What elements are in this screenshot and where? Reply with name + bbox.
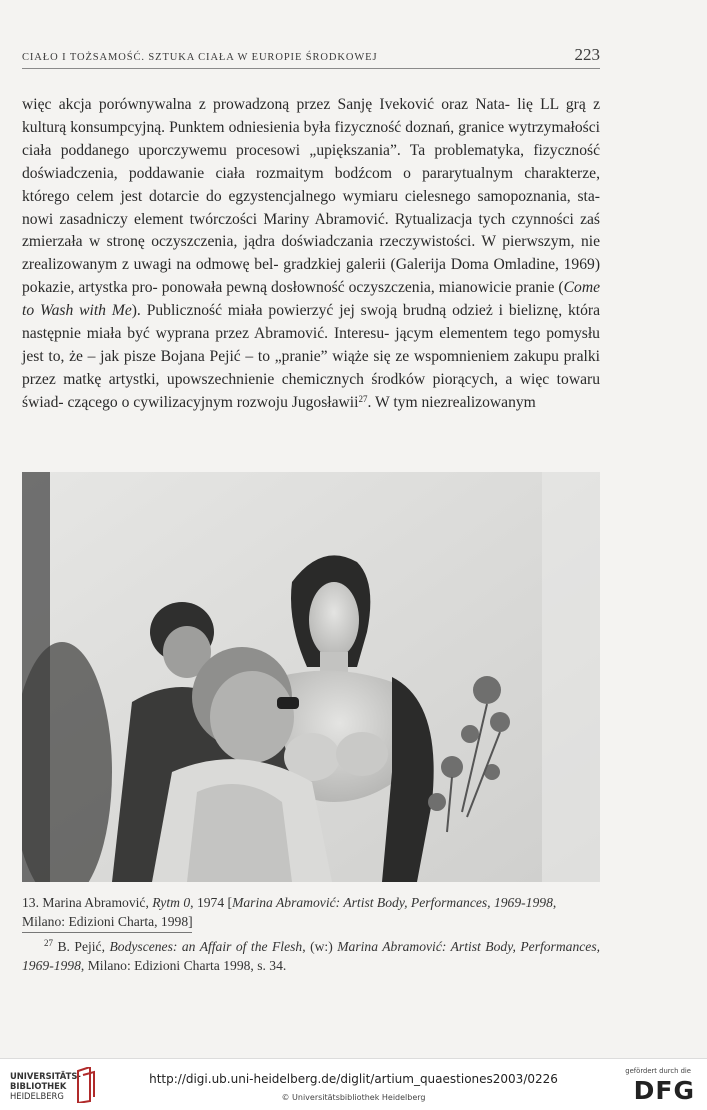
text-line: upowszechnienie chemicznych środków piorących, a więc towaru świad-	[22, 370, 600, 411]
footnote-rule	[22, 932, 192, 933]
text-line: ciała rozmaitym bodźcom o pararytualnym charakterze, którego celem	[22, 164, 600, 205]
library-line: UNIVERSITÄTS-	[10, 1071, 81, 1081]
caption-book: Marina Abramović: Artist Body, Performances, 1969-1998	[232, 895, 553, 910]
performance-photo	[22, 472, 600, 882]
footnote-book: Marina Abramović: Artist Body, Performances, 1969-1998	[22, 939, 601, 973]
running-title: CIAŁO I TOŻSAMOŚĆ. SZTUKA CIAŁA W EUROPIE ŚRODKOWEJ	[22, 52, 378, 63]
text-line: doznań, granice wytrzymałości ciała poddanego uporczywemu procesowi	[22, 118, 600, 159]
text-line: „pranie” wiąże się ze wspomnieniem zakupu pralki przez matkę artystki,	[22, 347, 601, 388]
library-line: BIBLIOTHEK	[10, 1081, 67, 1091]
digitization-footer	[0, 1058, 707, 1110]
text-line: jest dotarcie do egzystencjalnego wymiaru cielesnego samopoznania, sta-	[120, 187, 600, 205]
funding-note: gefördert durch die	[625, 1067, 691, 1075]
figure-caption	[22, 893, 600, 931]
footnote-number: 27	[44, 938, 53, 948]
text-line: jącym elementem tego pomysłu jest to, że – jak pisze Bojana Pejić – to	[22, 325, 600, 365]
work-title: Come to	[22, 279, 601, 320]
text-line: lię LL grą z kulturą konsumpcyjną. Punktem odniesienia była fizyczność	[22, 96, 600, 136]
text-line: nowi zasadniczy element twórczości Mariny Abramović. Rytualizacja	[22, 210, 473, 228]
text-line: tych czynności zaś zmierzała w stronę oczyszczenia, jądra doświadczania	[22, 210, 600, 251]
caption-work: Rytm 0	[152, 895, 191, 910]
text-line: „upiększania”. Ta problematyka, fizyczność doświadczenia, poddawanie	[22, 141, 601, 182]
text-line: rzeczywistości. W pierwszym, nie zrealizowanym z uwagi na odmowę bel-	[22, 233, 600, 274]
footnote-in: , (w:)	[302, 939, 338, 954]
text-line: ). Publiczność miała powierzyć jej swoją brudną odzież	[131, 302, 493, 320]
photo-illustration	[22, 472, 600, 882]
text-line: . W tym niezrealizowanym	[367, 393, 536, 411]
text-line: więc akcja porównywalna z prowadzoną przez Sanję Iveković oraz Nata-	[22, 96, 510, 113]
text-line: gradzkiej galerii (Galerija Doma Omladine, 1969) pokazie, artystka pro-	[22, 256, 601, 297]
caption-number: 13. Marina Abramović,	[22, 895, 153, 910]
footnote-author: B. Pejić,	[53, 939, 110, 954]
document-url[interactable]: http://digi.ub.uni-heidelberg.de/diglit/artium_quaestiones2003/0226	[149, 1072, 558, 1086]
text-line: i bieliznę, która następnie miała być wyprana przez Abramović. Interesu-	[22, 302, 600, 343]
page-number: 223	[574, 45, 600, 64]
dfg-logo: DFG	[633, 1076, 695, 1105]
footnote-ref: 27	[358, 393, 368, 404]
running-head	[22, 46, 600, 69]
caption-publisher: , Milano: Edizioni Charta, 1998]	[22, 895, 557, 929]
footnote	[22, 937, 600, 975]
text-line: czącego o cywilizacyjnym rozwoju Jugosławii	[67, 393, 359, 411]
copyright-notice: © Universitätsbibliothek Heidelberg	[281, 1093, 426, 1102]
library-line: HEIDELBERG	[10, 1091, 64, 1101]
caption-year: , 1974 [	[190, 895, 233, 910]
footnote-title: Bodyscenes: an Affair of the Flesh	[109, 939, 303, 954]
work-title: Wash with Me	[40, 302, 132, 320]
body-paragraph	[22, 94, 600, 415]
text-line: ponowała pewną dosłowność oczyszczenia, mianowicie pranie (	[161, 279, 564, 297]
footnote-rest: , Milano: Edizioni Charta 1998, s. 34.	[80, 958, 287, 973]
